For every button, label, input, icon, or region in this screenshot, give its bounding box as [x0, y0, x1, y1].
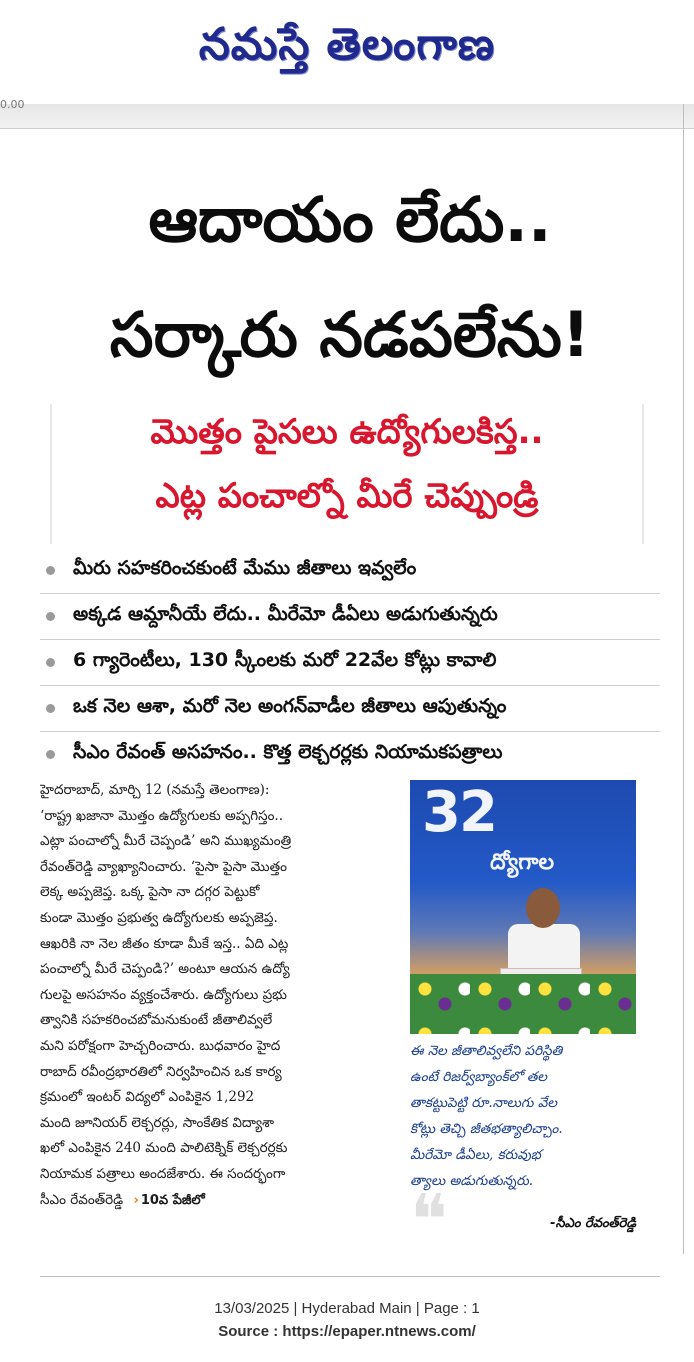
subheadline-box	[50, 404, 644, 544]
body-line: రాబాద్ రవీంద్రభారతిలో నిర్వహించిన ఒక కార్య	[40, 1063, 282, 1080]
bullet-text: ఒక నెల ఆశా, మరో నెల అంగన్‌వాడీల జీతాలు ఆపుతున్నం	[73, 695, 507, 717]
column-divider	[683, 104, 684, 1254]
continued-label: 10వ పేజీలో	[140, 1192, 205, 1208]
person-head	[526, 888, 560, 928]
quote-attribution: -సీఎం రేవంత్‌రెడ్డి	[550, 1216, 636, 1231]
bullet-text: మీరు సహకరించకుంటే మేము జీతాలు ఇవ్వలేం	[73, 557, 417, 579]
news-photo	[410, 780, 636, 1034]
body-line: ‘రాష్ట్ర ఖజానా మొత్తం ఉద్యోగులకు అప్పగిస్తం..	[40, 807, 284, 824]
quote-line: ఉంటే రిజర్వ్‌బ్యాంక్‌లో తల	[410, 1069, 547, 1085]
body-line: నియామక పత్రాలు అందజేశారు. ఈ సందర్భంగా	[40, 1165, 286, 1182]
headline-line-2: సర్కారు నడపలేను!	[109, 298, 591, 371]
footer-source: Source : https://epaper.ntnews.com/	[218, 1323, 476, 1340]
bullet-dot-icon	[46, 658, 55, 667]
body-line: కుండా మొత్తం ప్రభుత్వ ఉద్యోగులకు అప్పజెప్త.	[40, 909, 278, 926]
top-strip-text: 0.00	[0, 98, 25, 111]
bullet-item	[40, 594, 660, 640]
headline-line-1: ఆదాయం లేదు..	[148, 183, 552, 256]
flower-decoration	[410, 974, 636, 1034]
quote-line: తాకట్టుపెట్టి రూ.నాలుగు వేల	[410, 1095, 557, 1111]
body-line: క్రమంలో ఇంటర్ విద్యలో ఎంపికైన 1,292	[40, 1089, 255, 1106]
bullet-item	[40, 548, 660, 594]
bullet-text: సీఎం రేవంత్ అసహనం.. కొత్త లెక్చరర్లకు నియామకపత్రాలు	[73, 741, 503, 763]
quote-line: మీరేమో డీఏలు, కరువుభ	[410, 1147, 541, 1163]
subheadline-line-1: మొత్తం పైసలు ఉద్యోగులకిస్త..	[150, 412, 544, 452]
bullet-dot-icon	[46, 704, 55, 713]
body-line: మంది జూనియర్ లెక్చరర్లు, సాంకేతిక విద్యాశా	[40, 1114, 275, 1131]
body-line: ఆఖరికి నా నెల జీతం కూడా మీకే ఇస్త.. ఏది ఎట్ల	[40, 935, 289, 952]
bullet-text: 6 గ్యారెంటీలు, 130 స్కీంలకు మరో 22వేల కోట్లు కావాలి	[73, 649, 497, 671]
pull-quote	[410, 1038, 636, 1261]
body-line: పంచాల్నో మీరే చెప్పండి?’ అంటూ ఆయన ఉద్యో	[40, 961, 290, 978]
bullet-list	[40, 548, 660, 777]
footer-edition-info: 13/03/2025 | Hyderabad Main | Page : 1	[214, 1300, 480, 1317]
body-line: ఎట్లా పంచాల్నో మీరే చెప్పండి’ అని ముఖ్యమంత్రి	[40, 833, 292, 850]
quote-marks-icon: ❝	[410, 1179, 448, 1261]
quote-line: కోట్లు తెచ్చి జీతభత్యాలిచ్చాం.	[410, 1121, 563, 1137]
body-line: హైదరాబాద్, మార్చి 12 (నమస్తే తెలంగాణ):	[40, 782, 270, 798]
article-body	[40, 778, 400, 1213]
bullet-item	[40, 640, 660, 686]
masthead	[0, 0, 694, 100]
body-line: లెక్క అప్పజెప్త. ఒక్క పైసా నా దగ్గర పెట్టుకో	[40, 884, 260, 901]
subheadline-line-2: ఎట్ల పంచాల్నో మీరే చెప్పుండ్రి	[155, 476, 539, 516]
bullet-text: అక్కడ ఆమ్దానీయే లేదు.. మీరేమో డీఏలు అడుగుతున్నరు	[73, 603, 498, 625]
continued-on-page-link[interactable]	[133, 1188, 204, 1214]
body-line: రేవంత్‌రెడ్డి వ్యాఖ్యానించారు. ‘పైసా పైసా మొత్తం	[40, 858, 287, 875]
quote-line: ఈ నెల జీతాలివ్వలేని పరిస్థితి	[410, 1043, 563, 1059]
bullet-dot-icon	[46, 750, 55, 759]
body-line: గులపై అసహనం వ్యక్తంచేశారు. ఉద్యోగులు ప్రభు	[40, 986, 287, 1003]
top-strip	[0, 98, 694, 129]
masthead-title: నమస్తే తెలంగాణ	[198, 19, 496, 70]
body-line-text: సీఎం రేవంత్‌రెడ్డి	[40, 1191, 124, 1208]
chevron-right-icon: ›	[133, 1192, 139, 1208]
photo-backdrop-text: ద్యోగాల	[490, 850, 555, 875]
body-line: త్వానికి సహకరించబోమనుకుంటే జీతాలివ్వలే	[40, 1012, 273, 1029]
quote-line: త్యాలు అడుగుతున్నరు.	[410, 1173, 534, 1189]
body-line: మని పరోక్షంగా హెచ్చరించారు. బుధవారం హైద	[40, 1037, 281, 1054]
body-line: ఖలో ఎంపికైన 240 మంది పాలిటెక్నిక్ లెక్చరర్లకు	[40, 1140, 288, 1157]
bullet-dot-icon	[46, 612, 55, 621]
body-line-last	[40, 1188, 400, 1214]
photo-backdrop-number: 32	[422, 780, 496, 845]
bullet-dot-icon	[46, 566, 55, 575]
bullet-item	[40, 732, 660, 777]
bottom-divider	[40, 1276, 660, 1277]
bullet-item	[40, 686, 660, 732]
